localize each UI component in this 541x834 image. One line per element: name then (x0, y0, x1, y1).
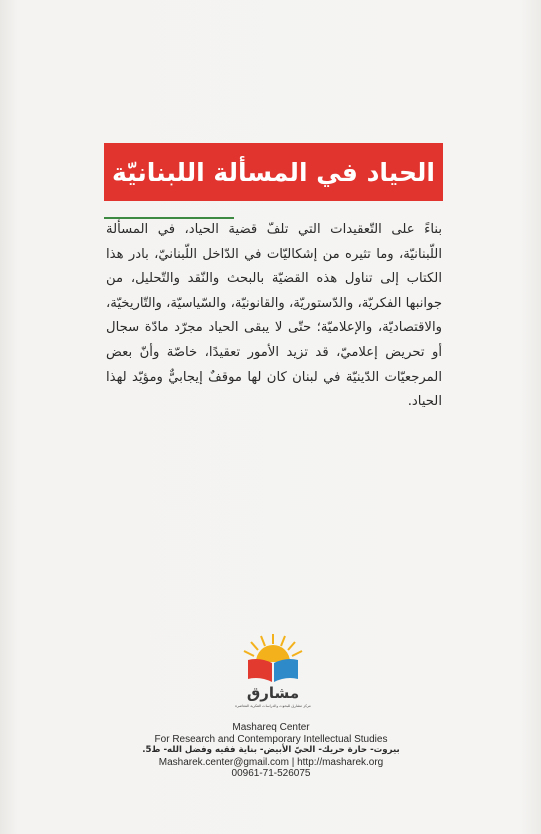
blurb-text-block (106, 218, 442, 415)
publisher-phone: 00961-71-526075 (231, 768, 311, 779)
logo-wordmark: مشارق (246, 684, 300, 702)
blurb-paragraph: بناءً على التّعقيدات التي تلفّ قضية الحياد، في المسألة اللّبنانيّة، وما تثيره من إشكاليّات في الدّاخل اللّبنانيّ، بادر هذا الكتاب إلى تناول هذه القضيّة بالبحث والنّقد والتّحليل، من جوانبها الفكريّة، والدّستوريّة، والقانونيّة، والسّياسيّة، والتّاريخيّة، والاقتصاديّة، والإعلاميّة؛ حتّى لا يبقى الحياد مجرّد مادّة سجال أو تحريض إعلاميّ، قد تزيد الأمور تعقيدًا، خاصّة وأنّ بعض المرجعيّات الدّينيّة في لبنان كان لها موقفٌ إيجابيٌّ ومؤيّد لهذا الحياد. (106, 222, 442, 410)
publisher-address: بيروت- حارة حريك- الحيّ الأبيض- بناية فقيه وفضل الله- ط5. (142, 745, 400, 755)
publisher-name: Mashareq Center (232, 722, 310, 733)
publisher-info (140, 722, 402, 780)
title-banner (104, 143, 443, 201)
publisher-tagline: For Research and Contemporary Intellectual Studies (154, 733, 388, 745)
mashareq-logo-icon (228, 630, 318, 710)
book-title: الحياد في المسألة اللبنانيّة (112, 157, 435, 187)
sun-rays-icon (244, 634, 302, 662)
open-book-icon (248, 659, 298, 682)
publisher-contact: Masharek.center@gmail.com | http://masharek.org (158, 756, 384, 768)
logo-subtitle: مركز مشارق للبحوث والدراسات الفكرية المعاصرة (235, 704, 311, 708)
